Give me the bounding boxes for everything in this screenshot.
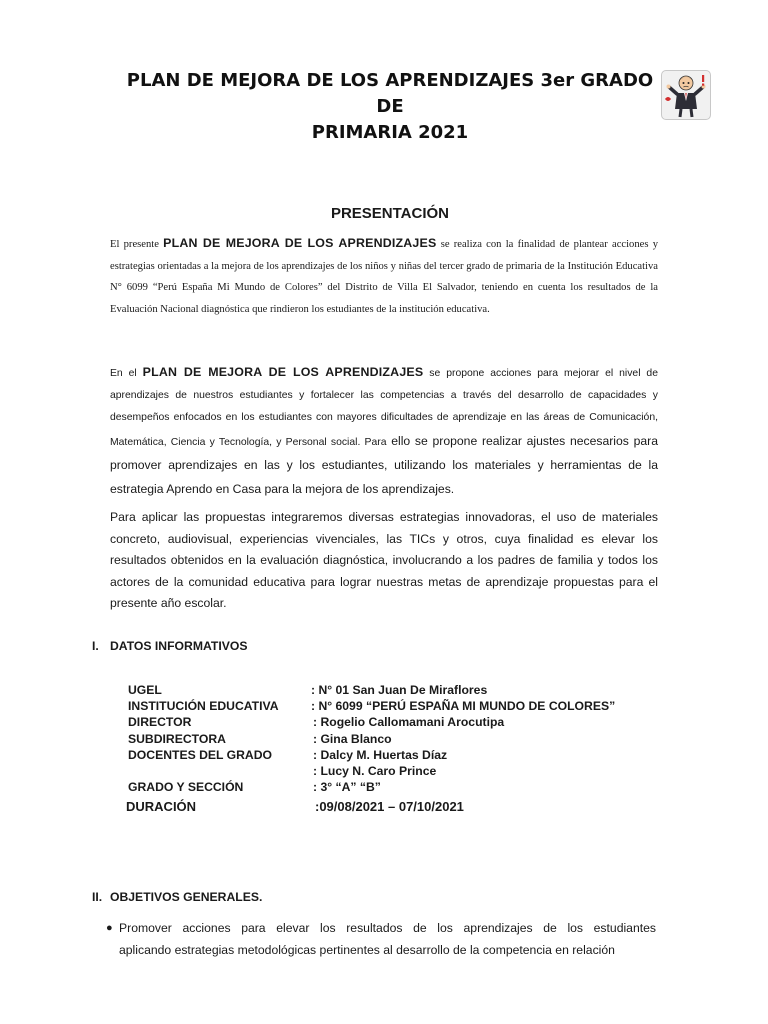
data-label: SUBDIRECTORA (128, 732, 226, 746)
data-label: DOCENTES DEL GRADO (128, 748, 273, 762)
objetivos-generales-heading (92, 890, 262, 904)
data-value: : Lucy N. Caro Prince (313, 764, 437, 778)
data-label: DIRECTOR (128, 715, 192, 729)
section-title: DATOS INFORMATIVOS (110, 639, 248, 653)
worried-cartoon-man-icon (661, 70, 711, 120)
data-value: : N° 6099 “PERÚ ESPAÑA MI MUNDO DE COLORES” (311, 699, 616, 713)
p1-intro: El presente (110, 239, 164, 250)
presentacion-paragraph-2 (110, 361, 658, 502)
presentacion-heading: PRESENTACIÓN (330, 205, 450, 222)
data-value: : 3° “A” “B” (313, 780, 381, 794)
p1-body: se realiza con la finalidad de plantear acciones y estrategias orientadas a la mejora de los aprendizajes de los niños y niñas del tercer grado de primaria de la Institución Educativa N° 6099 “Perú España Mi Mundo de Colores” del Distrito de Villa El Salvador, teniendo en cuenta los resultados de la Evaluación Nacional diagnóstica que rindieron los estudiantes de la institución educativa. (110, 239, 658, 315)
objetivo-bullet (106, 917, 656, 961)
data-value: :09/08/2021 – 07/10/2021 (315, 799, 464, 814)
data-value: : Rogelio Callomamani Arocutipa (313, 715, 505, 729)
data-value: : N° 01 San Juan De Miraflores (311, 683, 488, 697)
p2-plan-name: PLAN DE MEJORA DE LOS APRENDIZAJES (142, 365, 424, 379)
title-line-1: PLAN DE MEJORA DE LOS APRENDIZAJES 3er GRADO DE (126, 70, 654, 117)
title-line-2: PRIMARIA 2021 (311, 122, 469, 143)
data-value: : Dalcy M. Huertas Díaz (313, 748, 448, 762)
p2-body: se propone acciones para mejorar el nivel de aprendizajes de nuestros estudiantes y fortalecer las competencias a través del desarrollo de capacidades y desempeños enfocados en los estudiantes con mayores dificultades de aprendizaje en las áreas de Comunicación, Matemática, Ciencia y Tecnología, y Personal social. Para (110, 368, 658, 448)
data-value: : Gina Blanco (313, 732, 392, 746)
data-label: UGEL (128, 683, 162, 697)
section-number: I. (92, 639, 99, 653)
data-label: DURACIÓN (126, 799, 197, 814)
bullet-line-2: aplicando estrategias metodológicas pertinentes al desarrollo de la competencia en relación (119, 943, 615, 957)
section-title: OBJETIVOS GENERALES. (110, 890, 263, 904)
section-number: II. (92, 890, 103, 904)
data-label: INSTITUCIÓN EDUCATIVA (128, 699, 279, 713)
p2-intro: En el (110, 368, 143, 379)
document-title (120, 68, 660, 146)
presentacion-paragraph-3: Para aplicar las propuestas integraremos diversas estrategias innovadoras, el uso de materiales concreto, audiovisual, experiencias vivenciales, las TICs y otros, cuya finalidad es elevar los resultados obtenidos en la evaluación diagnóstica, involucrando a los padres de familia y todos los actores de la comunidad educativa para lograr nuestras metas de aprendizaje propuestas para el presente año escolar. (110, 510, 658, 611)
data-label: GRADO Y SECCIÓN (128, 780, 244, 794)
bullet-icon: ● (106, 922, 113, 934)
datos-informativos-heading (92, 639, 247, 653)
p2-tail: ello se propone realizar ajustes necesarios para promover aprendizajes en las y los estudiantes, utilizando los materiales y herramientas de la estrategia Aprendo en Casa para la mejora de los aprendizajes. (110, 433, 658, 497)
p1-plan-name: PLAN DE MEJORA DE LOS APRENDIZAJES (163, 236, 437, 250)
bullet-line-1: Promover acciones para elevar los resultados de los aprendizajes de los estudiantes (119, 921, 656, 935)
presentacion-paragraph-1 (110, 233, 658, 320)
